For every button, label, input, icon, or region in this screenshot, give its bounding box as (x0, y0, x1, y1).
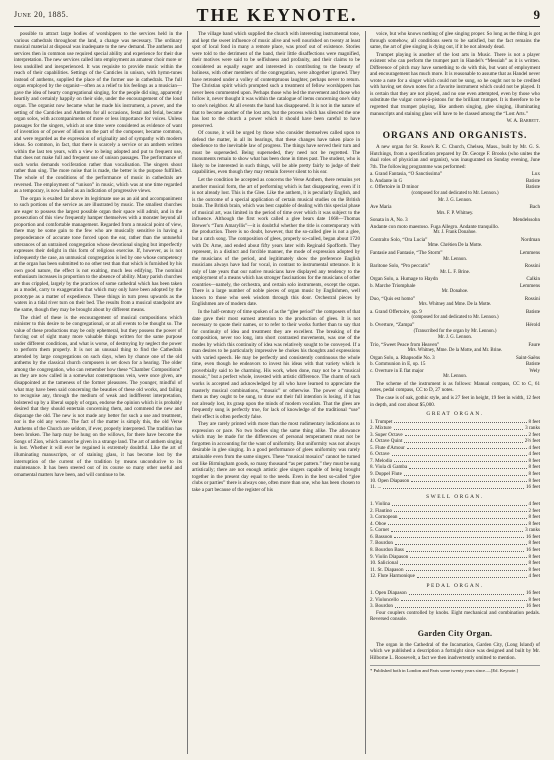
scheme-intro: The scheme of the instrument is as follows: Manual compass, CC to C, 61 notes, pedal compass, CC to D, 27 notes. (370, 380, 540, 394)
dot-leader (404, 471, 527, 476)
dot-leader (399, 514, 526, 519)
programme-performer: Mrs. Whitney, Mme. De la Motte, and Mr. Brine. (407, 348, 503, 354)
programme-composer: Batiste (525, 177, 540, 184)
programme-composer: Wely (529, 367, 540, 374)
stop-name: 2. Flautino (370, 507, 393, 514)
pedal-organ-heading: PEDAL ORGAN. (426, 582, 484, 589)
dot-leader (394, 534, 524, 539)
page-number: 9 (533, 7, 540, 22)
swell-organ-stops (370, 501, 540, 580)
programme-piece: Sonata in A, No. 3 (370, 217, 408, 224)
programme-piece: a. Grand Fantasia, “O Sanctissima” (370, 171, 443, 178)
paragraph: possible to attract large bodies of worshippers to the services held in the various cathedrals throughout the land, a change was necessary. The ordinary musical material at disposal was inadequate to the new demand. The anthems and services then in common use required special ability and experience for their due interpretation. The new services called into employment an amateur choir more or less unskilled and inexperienced. It was requisite to provide music within the reach of their capabilities. Settings of the Canticles in unison, with hymn-tunes instead of anthems, supplied the place of the former use in cathedrals. The full organ employed by the organist—often as a relief to his feelings as a musician—gave the idea of hearty congregational singing, for the people did sing, apparently heartily and certainly happily on their side, under the encouragement of the loud organ. The organist now became what he made his instrument, a power, and the setting of the Canticles and Anthems for all occasions, festal and ferial, became organ solos, with accompaniments of more or less importance for voices. Unless passages for the singers, which at one time were considered as evidence of want of invention or of power of idiom on the part of the composer, became common, and were regarded as the expression of originality and of sympathy with modern ideas. So common, in fact, that there is scarcely a service or an anthem written within the last ten years, with a view to being adopted and put to frequent use, that does not make full and frequent use of unison passages. The performance of such works demands vociferation rather than vocalisation. The singers shout rather than sing. The more noise that is made, the better is the purpose fulfilled. The whole of the conditions of the performance of music in cathedrals are reversed. The employment of “unison” in music, which was at one time regarded as a temporary, is now hailed as an indication of progressive views. (14, 31, 182, 195)
stop-pitch: 8 feet (528, 477, 540, 484)
organ-stop (370, 573, 540, 580)
dot-leader (392, 501, 527, 506)
stop-pitch: 4 feet (528, 573, 540, 580)
article-column-2 (192, 31, 360, 754)
stop-name: 6. Bassoon (370, 533, 393, 540)
stop-pitch: 3 ranks (525, 425, 540, 432)
dot-leader (417, 573, 527, 578)
dot-leader (406, 567, 527, 572)
stop-name: 4. Octave Quint (370, 438, 403, 445)
programme-piece: Andante con moto maestoso. Fuga Allegro. Andante tranquillo. (370, 223, 500, 230)
programme-composer: Bach (529, 204, 540, 211)
stop-name: 7. Melodia (370, 457, 393, 464)
paragraph: The chief of these is the encouragement of musical compositions which minister to this desire to be congregational, or at all events to be thought so. The value of these productions may be only ephemeral, but they possess the power of forcing out of sight many more valuable things written for the same purpose under different conditions, and what is worse, of destroying by neglect the power to perform them properly. It is not an unusual thing to find the Cathedrals attended by large congregations on such days, when by chance one of the old anthems by the classical church composers is set down for a hearing. The older among the congregation, who can remember how these “Chamber Compositions” as they are now called in a somewhat contemptuous vein, were once given, are disappointed at the tameness of the former pleasures. The younger, mindful of what may have been said concerning the beauties of these old works, and failing to recognise any, through the medium of weak and indifferent interpretation, bolstered up by a liberal supply of organ, endorse the opinion which it is probably desired that they should entertain concerning them, and commend the new and disparage the old. The new is not made any better for such a use and treatment, nor is the old any worse. The fact of the matter is simply this, the old Verse Anthems of the Church are seldom, if ever, properly interpreted. The tradition has been broken. The harp may be hung on the willows, for there have become the Songs of Zion, which cannot be given in a strange land. The art of anthem singing is lost. Whether it will ever be regained is extremely doubtful. Like the art of illuminating manuscripts, or of staining glass, it has become lost by the interruption of the current of the tradition by means unconducive to its maintenance. It has been steered out of its course so many other useful and ornamental matters have been, and will continue to be. (14, 314, 182, 478)
programme-piece: a. Grand Offertoire, op. 9 (370, 308, 422, 315)
programme-piece: b. Andante in G (370, 177, 403, 184)
programme-piece: Organ Solo, a. Humage to Haydn (370, 276, 438, 283)
programme-piece: Fantasie and Fantasie, “The Storm” (370, 249, 443, 256)
stop-pitch: 16 feet (525, 547, 540, 554)
stop-pitch: 16 feet (525, 484, 540, 491)
stop-name: 1. Violina (370, 501, 390, 508)
programme-composer: Nordman (520, 236, 540, 243)
author-signature: W. A. Barrett. (506, 118, 540, 125)
programme-composer: Lux (531, 171, 540, 178)
stop-name: 7. Bourdon (370, 540, 393, 547)
stop-pitch: 8 feet (528, 418, 540, 425)
stop-name: 10. Salicional (370, 560, 399, 567)
programme-piece: Contralto Solo, “Ora Lucia” (370, 236, 428, 243)
programme-piece: Organ Solo, a. Rhapsodie No. 3 (370, 354, 435, 361)
stop-pitch: 4 feet (528, 501, 540, 508)
stop-name: 6. Octave (370, 451, 390, 458)
stop-name: 12. Flute Harmonique (370, 573, 415, 580)
section-heading: ORGANS AND ORGANISTS. (382, 130, 528, 141)
programme-performer: Mr. J. Frank Donahoe. (433, 230, 477, 236)
dot-leader (394, 419, 526, 424)
dot-leader (388, 521, 526, 526)
stop-pitch: 2⅔ feet (524, 438, 540, 445)
organ-stop (370, 484, 540, 491)
programme-composer: Batiste (525, 184, 540, 191)
page-header (14, 4, 540, 27)
paragraph: They are rarely printed with more than the most rudimentary indications as to expression or pace. No two bodies sing the same thing alike. The allowance which may be made for the differences of personal temperament must not be forgotten in accounting for the want of uniformity. But uniformity was not always desirable in glee singing. In a good performance of glees uniformity was rarely attainable even from the same singers. These “musical mosaics” cannot be turned out like Birmingham goods, so many thousand “as per pattern.” they must be sung artistically; there are not enough artistic glee singers capable of being brought together in the present day equal to the needs. Even in the best so-called “glee clubs or parties” there is always one, often more than one, who has been chosen to take a part because of the register of his (192, 421, 360, 493)
stop-pitch: 4 feet (528, 444, 540, 451)
programme-performer: Mrs. F. P. Whitney. (436, 210, 474, 216)
dot-leader (394, 425, 524, 430)
article-column-1 (14, 31, 182, 754)
programme-performer: Mr. Donahoe. (441, 289, 469, 295)
stop-name: 8. Viola di Gamba (370, 464, 408, 471)
programme-composer: Batiste (525, 308, 540, 315)
programme-composer: Calkin (526, 276, 540, 283)
stop-pitch: 16 feet (525, 603, 540, 610)
programme-performer: Mr. L. F. Brine. (440, 269, 470, 275)
programme-performer: Mrs. Whitney and Mme. De la Motte. (418, 302, 492, 308)
stop-pitch: 4 feet (528, 451, 540, 458)
dot-leader (401, 597, 527, 602)
paragraph: The village band which supplied the church with interesting instrumental tone, and kept the sweet influence of music alive and well nourished on twenty at least spot of local fond in many a remote place, was proof out of existence. Stories were told to the detriment of the band, their little disaffections were magnified, their motives were said to be selfishness and profanity, and their claims to be considered as equally eager and interested in contributing to the beauty of holiness, with other members of the congregation, were altogether ignored. They have retreated under a volley of contemptuous laughter, perhaps never to return. The Christian spirit which prompted such a treatment of fellow worshippers has never been commented upon. Perhaps those who led the movement and those who follow it, never thought it was within the catalogue of items concerning one's duty to one's neighbor. At all events the band has disappeared. It is not in the nature of that to become another of the lost arts, but the process which has silenced the one has lost to the church a power which it should have been careful to have preserved. (192, 31, 360, 129)
programme-piece: c. Overture in E flat major (370, 367, 424, 374)
garden-city-text: The organ in the Cathedral of the Incarnation, Garden City, (Long Island) of which we published a description a fortnight since was designed and built by Mr. Hilborne L. Roosevelt, a fact we then inadvertently omitted to mention. (370, 641, 540, 661)
dot-leader (404, 438, 522, 443)
stop-pitch: 8 feet (528, 464, 540, 471)
case-description: The case is of oak, gothic style, and is 27 feet in height, 19 feet in width, 12 feet in depth, and cost about $5,000. (370, 394, 540, 408)
paragraph: The organ is exalted far above its legitimate use as an aid and accompaniment to such portions of the service as are illustrated by music. The smallest churches are eager to possess the largest possible organ their space will admit, and in the prosecution of this view frequently hamper themselves with a monster beyond all proportion and comfortable management. Regarded from a musical point of view, there may be some gain to the few who are musically sensitive in having a preponderance of accurate tone forced upon the ear, rather than the untuneful utterances of an untrained congregation whose devotional singing but imperfectly expresses their delight in this form of religious exercise. If, however, as is not infrequently the case, an unmusical congregation is led by one whose competency at the organ has been submitted to no other test than that which is furnished by his own good nature, the effect is not exalting, much less edifying. The nominal enthusiasm increases in proportion to the absence of ability. Many parish churches are thus crippled, largely by the practices of some cathedral which has been taken as a model, carry to exaggeration that which may only have been adopted by the prototype as a matter of expedience. These things in turn press upwards as the waters in a tidal river turn on their bed. The results from a musical standpoint are the same, though they may be brought about by different means. (14, 195, 182, 313)
stop-pitch: 8 feet (528, 566, 540, 573)
stop-name: 1. Trumpet (370, 418, 393, 425)
programme-composer: Mendelssohn (512, 217, 540, 224)
organ-intro: A new organ for St. Rose's R. C. Church, Chelsea, Mass., built by Mr. G. S. Hutchings, from a specification prepared by Dr. George F. Brooks (who unites the dual roles of physician and organist), was inaugurated on Sunday evening, June 7th. The following programme was performed: (370, 144, 540, 170)
stop-name: 9. Doppel Flute (370, 471, 402, 477)
programme-piece: Trio, “Sweet Peace from Heaven” (370, 341, 440, 348)
stop-pitch: 8 feet (528, 457, 540, 464)
programme-performer: Mr. Lennon. (443, 256, 467, 262)
paragraph: Let the condition be accepted as concerns the Verse Anthem, there remains yet another musical form, the art of performing which is fast disappearing, even if it is not already lost. This is the Glee. Like the anthem, it is peculiarly English, and is the outcome of a special application of certain musical studies on the British brain. The British brain, which was best capable of dealing with this special phase of musical art, was limited in the period of time over which it was subject to the influence. Although the first work called a glee bears date 1668—Thomas Brewer's “Turn Amaryllis”—it is doubtful whether the title is contemporary with the production. There is no doubt, however, that the so-called glee is not a glee, but a catch song. The composition of glees, properly so-called, began about 1720 with Dr. Arne, and ended about fifty years later with Reginald Spofforth. They represent, in a distinct and forcible manner, the mode of expression adopted by the musicians of the period, and legitimately show the preference English musicians always have had for vocal, in contrast to instrumental utterance. It is only of late years that our native musicians have displayed any tendency to the employment of a means which has stronger fascinations for the musicians of other countries—namely, the orchestra, and certain solo instruments, except the organ. There is a large number of noble pieces of organ music by Englishmen, well known to those who seek wisdom through this door. Orchestral pieces by Englishmen are of modern date. (192, 177, 360, 308)
column-divider (365, 31, 366, 754)
stop-name: 9. Violin Diapason (370, 553, 409, 560)
stop-name: 11. ... (370, 484, 382, 491)
paragraph: Of course, it will be urged by those who consider themselves called upon to defend the matter, in all its bearings, that these changes have taken place in obedience to the inevitable law of progress. The things have served their turn and must be superseded. Being superseded, they need not be regretted. The monuments remain to show what has been done in times past. The student, who is likely to be interested in such things, will be able pretty fairly to judge of their capabilities, even though they may remain forever silent to his ear. (192, 130, 360, 176)
dot-leader (410, 554, 526, 559)
stop-pitch: 8 feet (528, 540, 540, 547)
programme-composer: Lemmens (519, 282, 540, 289)
stop-pitch: 16 feet (525, 590, 540, 597)
stop-name: 1. Open Diapason (370, 590, 407, 597)
great-organ-heading: GREAT ORGAN. (426, 411, 484, 418)
programme-performer: (Transcribed for the organ by Mr. Lennon.) (413, 328, 497, 334)
dot-leader (409, 464, 526, 469)
stop-name: 3. Cornopean (370, 514, 398, 521)
programme-piece: b. Communion in E, op. 15 (370, 361, 426, 368)
garden-city-heading: Garden City Organ. (417, 629, 493, 639)
programme-composer: Rossini (524, 295, 540, 302)
stop-pitch: 8 feet (528, 520, 540, 527)
dot-leader (395, 603, 524, 608)
stop-pitch: 8 feet (528, 553, 540, 560)
stop-pitch: 16 feet (525, 533, 540, 540)
programme-piece: Ave Maria (370, 204, 392, 211)
concert-programme (370, 171, 540, 381)
paragraph: voice, but who knows nothing of glee singing proper. So long as the thing is got through somehow, all conditions seem to be satisfied, but the fact remains the same, the art of glee singing is dying out, if it be not already dead. (370, 31, 540, 51)
dot-leader (391, 527, 523, 532)
stop-name: 11. St. Diapason (370, 566, 404, 573)
footnote: * Published both in London and Paris some twenty years since.—[Ed. Keynote.] (370, 665, 540, 675)
dot-leader (409, 590, 524, 595)
stop-pitch: 8 feet (528, 596, 540, 603)
dot-leader (406, 547, 524, 552)
programme-composer: Lemmens (519, 249, 540, 256)
programme-piece: c. Offertoire in D minor (370, 184, 419, 191)
swell-organ-heading: SWELL ORGAN. (426, 493, 484, 500)
stop-name: 3. Bourdon (370, 603, 393, 610)
stop-name: 5. Cornet (370, 527, 389, 534)
stop-pitch: 2 feet (528, 431, 540, 438)
stop-pitch: 8 feet (528, 471, 540, 477)
programme-composer: Saint-Saëns (515, 354, 540, 361)
programme-composer: Faure (528, 341, 540, 348)
issue-date: June 20, 1885. (14, 10, 69, 19)
programme-piece: Baritone Solo, “Pro peccatis” (370, 263, 430, 270)
stop-name: 10. Open Diapason (370, 477, 410, 484)
dot-leader (392, 451, 527, 456)
programme-performer: Mr. J. G. Lennon. (438, 335, 472, 341)
programme-performer: (composed for and dedicated to Mr. Lennon.) (411, 315, 499, 321)
programme-performer: (composed for and dedicated to Mr. Lennon.) (411, 191, 499, 197)
column-divider (187, 31, 188, 754)
dot-leader (394, 508, 526, 513)
stop-pitch: 8 feet (528, 560, 540, 567)
programme-composer: Hérold (525, 321, 540, 328)
dot-leader (400, 560, 527, 565)
dot-leader (405, 432, 527, 437)
stop-name: 3. Super Octave (370, 431, 403, 438)
paragraph: Trumpet playing is another of the lost arts in Music. There is not a player existent who can perform the trumpet part in Handel's “Messiah” as it is written. Difference of pitch may have something to do with this, but want of employment and encouragement has much more. It is reasonable to assume that as Handel never wrote a note for a singer which could not be sung, so he ought not to be credited with having set down notes for a favorite instrument which could not be played. It is certain that they are not played, and no one even attempted, even by those who substitute the vulgar cornet-à-pistons for the brilliant trumpet. It is therefore to be regretted that trumpet playing, like anthem singing, glee singing, illuminating manuscripts and staining glass will have to be classed among the “Lost Arts.” (370, 51, 540, 117)
couplers-text: Four couplers controlled by knobs. Eight mechanical and combination pedals. Reversed console. (370, 609, 540, 623)
dot-leader (383, 484, 524, 489)
dot-leader (394, 458, 526, 463)
programme-piece: b. Marche Triomphale (370, 282, 416, 289)
stop-name: 2. Violoncello (370, 596, 399, 603)
great-organ-stops (370, 419, 540, 491)
dot-leader (395, 540, 527, 545)
programme-composer: Batiste (525, 361, 540, 368)
stop-name: 4. Oboe (370, 520, 387, 527)
programme-performer: Mr. Lennon. (443, 374, 467, 380)
programme-performer: Mme. Chrétien De la Motte. (427, 243, 483, 249)
masthead-title: THE KEYNOTE. (196, 5, 358, 25)
stop-name: 2. Mixture (370, 425, 392, 432)
programme-piece: Duo, “Quis est homo” (370, 295, 416, 302)
article-column-3 (370, 31, 540, 754)
pedal-organ-stops (370, 590, 540, 610)
stop-name: 8. Bourdon Bass (370, 547, 404, 554)
programme-piece: b. Overture, “Zampa” (370, 321, 415, 328)
dot-leader (411, 478, 526, 483)
stop-pitch: 3 ranks (525, 527, 540, 534)
paragraph: In the half-century of time spoken of as the “glee period” the composers of that date gave their most earnest attention to the production of glees. It is not necessary to quote their names, or to refer to their works further than to say that for continuity of idea and treatment they are excellent. The breaking of the composition, never too long, into short contrasted movements, was one of the modes by which this continuity of idea was relatively sought to be conveyed. If a man desires to be particularly impressive he chokes his thoughts and expressions with varied speech. He may be perfectly and consistently continuous the whole time, even though he endeavors to invest his ideas with that variety which is proverbially said to be charming. His work, when done, may not be a “musical mosaic,” but a perfect whole, invested with artistic difference. The charm of such works is accepted and acknowledged by all who have learned to appreciate the masterly musical combinations, “mosaic” or otherwise. The power of singing them as they ought to be sung, to draw out their full intention is losing, if it has not already lost, its grasp upon the minds of modern vocalists. That the glees are frequently sung is perfectly true, for lack of knowledge of the traditional “use” their effect is often perfectly false. (192, 308, 360, 420)
stop-name: 5. Flute d'Amour (370, 444, 405, 451)
programme-composer: Rossini (524, 263, 540, 270)
stop-pitch: 2 feet (528, 507, 540, 514)
dot-leader (407, 445, 527, 450)
programme-performer: Mr. J. G. Lennon. (438, 197, 472, 203)
stop-pitch: 8 feet (528, 514, 540, 521)
